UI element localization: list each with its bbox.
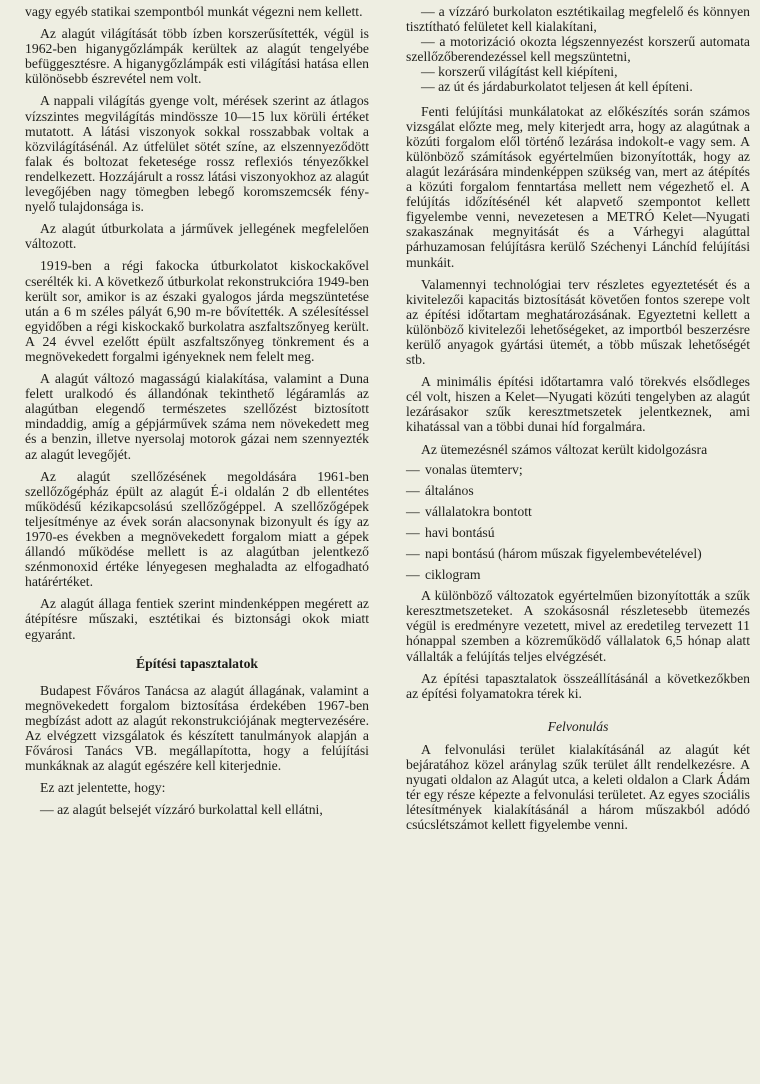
schedule-variant-list <box>406 462 750 583</box>
paragraph: vagy egyéb statikai szempontból munkát végezni nem kellett. <box>25 4 363 19</box>
dash-item: — a vízzáró burkolaton esztétikailag megfelelő és könnyen tisztítható felületet kell kialakítani, <box>406 4 750 35</box>
paragraph: A különböző változatok egyértelműen bizonyították a szűk keresztmetszeteket. A szokásosnál részletesebb ütemezés végül is eredményre vezetett, mivel az eredetileg tervezett 11 hónappal szemben a közreműködő vállalatok 6,5 hónap alatt vállalták a felújítás teljes elvégzését. <box>406 588 750 664</box>
paragraph: Az alagút állaga fentiek szerint mindenképpen megérett az átépítésre műszaki, esztétikai és biztonsági okok miatt egyaránt. <box>25 596 369 642</box>
paragraph: A minimális építési időtartamra való törekvés elsődleges cél volt, hiszen a Kelet—Nyugati közúti tengelyben az alagút lezárásakor szűk keresztmetszetek jelentkeznek, ami kihatással van a többi dunai híd forgalmára. <box>406 374 750 435</box>
subsection-heading: Felvonulás <box>547 718 609 734</box>
list-item: — ciklogram <box>406 567 750 582</box>
paragraph: Budapest Főváros Tanácsa az alagút állagának, valamint a megnövekedett forgalom biztosítása érdekében 1967-ben megbízást adott az alagút rekonstrukciójának megtervezésére. Az elvégzett vizsgálatok és készített tanulmányok alapján a Fővárosi Tanács VB. megállapította, hogy a felújítási munkáknak az alagút egészére kell kiterjednie. <box>25 682 369 774</box>
paragraph: A alagút változó magasságú kialakítása, valamint a Duna felett uralkodó és állandónak tekinthető légáramlás az alagútban elegendő természetes szellőzést biztosított mindaddig, amíg a gépjárművek száma nem növekedett meg és a benzin, illetve nyersolaj motorok gázai nem szennyezték az alagút levegőjét. <box>25 371 369 462</box>
list-item: — általános <box>406 483 750 498</box>
paragraph: Az alagút útburkolata a járművek jellegének megfelelően változott. <box>25 221 369 252</box>
paragraph: Ez azt jelentette, hogy: <box>40 780 166 796</box>
paragraph: Az alagút világítását több ízben korszerűsítették, végül is 1962-ben higanygőzlámpák kerültek az alagút tengelyébe befüggesztésre. A higanygőzlámpák esti világítási hatása ellen különösebb észrevétel nem volt. <box>25 26 369 87</box>
paragraph: Az alagút szellőzésének megoldására 1961-ben szellőzőgépház épült az alagút É-i oldalán 2 db ellentétes működésű kézikapcsolású szellőzőgéppel. A szellőzőgépek teljesítménye az évek során alacsonynak bizonyult és így az 1970-es években a megnövekedett forgalom miatt a gépek állandó működése mellett is az alagútban jelentkező szénmonoxid értéke lényegesen meghaladta az elfogadható határértéket. <box>25 468 369 590</box>
paragraph: Az építési tapasztalatok összeállításánál a következőkben az építési folyamatokra térek ki. <box>406 670 750 701</box>
paragraph: A felvonulási terület kialakításánál az alagút két bejáratához közel aránylag szűk terület állt rendelkezésre. A nyugati oldalon az Alagút utca, a keleti oldalon a Clark Ádám tér egy része képezte a felvonulási területet. Az egyes szociális létesítmények kialakításánál a három műszakból adódó csúcslétszámot kellett figyelembe venni. <box>406 741 750 833</box>
list-item: — vonalas ütemterv; <box>406 462 750 477</box>
dash-item: — az út és járdaburkolatot teljesen át kell építeni. <box>421 79 693 95</box>
left-column <box>25 4 369 1084</box>
right-column <box>406 4 750 1084</box>
paragraph: A nappali világítás gyenge volt, mérések szerint az átlagos vízszintes megvilágítás mindössze 10—15 lux körüli értéket mutatott. A látási viszonyok sokkal rosszabbak voltak a közvilágításénál. Az útfelület sötét színe, az elszennyeződött falak és boltozat feketesége rossz reflexiós tényezőkkel rendelkezett. Hozzájárult a rossz látási viszonyokhoz az alagút levegőjében nagy tömegben lebegő koromszemcsék fény-nyelő tulajdonsága is. <box>25 93 369 215</box>
dash-item: — a motorizáció okozta légszennyezést korszerű automata szellőzőberendezéssel kell megszüntetni, <box>406 34 750 65</box>
dash-item: — korszerű világítást kell kiépíteni, <box>421 64 618 80</box>
list-item: — napi bontású (három műszak figyelembevételével) <box>406 546 750 561</box>
dash-item: — az alagút belsejét vízzáró burkolattal kell ellátni, <box>40 802 323 818</box>
section-heading: Építési tapasztalatok <box>135 655 259 671</box>
list-item: — havi bontású <box>406 525 750 540</box>
paragraph: 1919-ben a régi fakocka útburkolatot kiskockakővel cserélték ki. A következő útburkolat rekonstrukcióra 1949-ben került sor, amikor is az északi gyalogos járda megszüntetése után a 6 m széles pályát 6,90 m-re bővítették. A szélesítéssel egyidőben a régi kiskockakő burkolatra aszfaltszőnyeg került. A 24 évvel ezelőtt épült aszfaltszőnyeg tönkrement és a megnövekedett forgalmi igényeknek nem felelt meg. <box>25 258 369 364</box>
list-item: — vállalatokra bontott <box>406 504 750 519</box>
paragraph: Valamennyi technológiai terv részletes egyeztetését és a kivitelezői kapacitás biztosítását követően fontos szerepe volt az építési időtartam meghatározásának. Egyeztetni kellett a különböző kivitelezői lehetőségeket, az importból beszerzésre kerülő anyagok gyártási ütemét, a több műszak lehetőségét stb. <box>406 276 750 368</box>
paragraph: Fenti felújítási munkálatokat az előkészítés során számos vizsgálat előzte meg, mely kiterjedt arra, hogy az alagútnak a közúti forgalom elől történő lezárása indokolt-e vagy sem. A különböző számítások egyértelműen bizonyították, hogy az alagút lezárására mindenképpen szükség van, mert az átépítés a közúti forgalom fenntartása mellett nem végezhető el. A felújítás időzítésénél két alapvető szempontot kellett figyelembe venni, nevezetesen a METRÓ Kelet—Nyugati szakaszának megnyitását és a Várhegyi alagúttal párhuzamosan felújításra kerülő Széchenyi Lánchíd felújítási munkáit. <box>406 103 750 270</box>
paragraph: Az ütemezésnél számos változat került kidolgozásra <box>421 441 708 457</box>
